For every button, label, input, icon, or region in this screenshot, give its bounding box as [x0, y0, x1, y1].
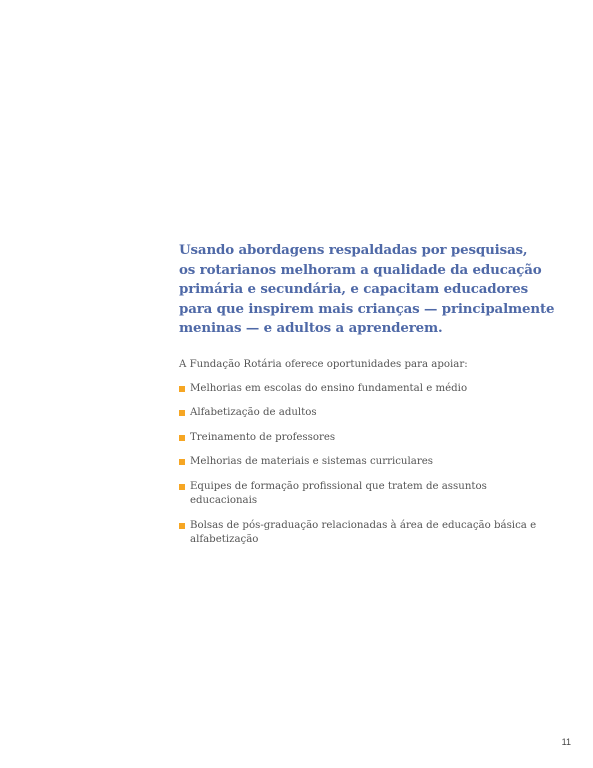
square-bullet-icon — [179, 523, 185, 529]
page-number: 11 — [561, 737, 571, 747]
list-item-text: Melhorias de materiais e sistemas curriculares — [190, 456, 433, 467]
intro-text: A Fundação Rotária oferece oportunidades para apoiar: — [179, 358, 468, 370]
list-item-text: Bolsas de pós-graduação relacionadas à área de educação básica e — [190, 519, 537, 531]
lead-paragraph — [179, 241, 555, 339]
lead-line: meninas — e adultos a aprenderem. — [179, 320, 443, 336]
list-item-text-continued: educacionais — [190, 495, 258, 506]
list-item — [179, 480, 549, 509]
square-bullet-icon — [179, 386, 185, 392]
main-content — [179, 241, 555, 558]
list-item-text: Alfabetização de adultos — [190, 407, 317, 418]
lead-line: os rotarianos melhoram a qualidade da educação — [179, 261, 542, 278]
list-item-text: Melhorias em escolas do ensino fundamental e médio — [190, 382, 468, 394]
list-item-text-continued: alfabetização — [190, 534, 259, 545]
square-bullet-icon — [179, 410, 185, 416]
square-bullet-icon — [179, 459, 185, 465]
list-item — [179, 431, 549, 446]
list-item — [179, 519, 549, 548]
square-bullet-icon — [179, 484, 185, 490]
list-item — [179, 382, 549, 397]
list-item — [179, 455, 549, 470]
list-item — [179, 406, 549, 421]
list-item-text: Treinamento de professores — [190, 431, 336, 443]
lead-line: para que inspirem mais crianças — principalmente — [179, 300, 555, 317]
lead-line: Usando abordagens respaldadas por pesquisas, — [179, 242, 528, 258]
list-item-text: Equipes de formação profissional que tratem de assuntos — [190, 480, 487, 492]
square-bullet-icon — [179, 435, 185, 441]
bullet-list — [179, 382, 549, 548]
lead-line: primária e secundária, e capacitam educadores — [179, 281, 528, 297]
